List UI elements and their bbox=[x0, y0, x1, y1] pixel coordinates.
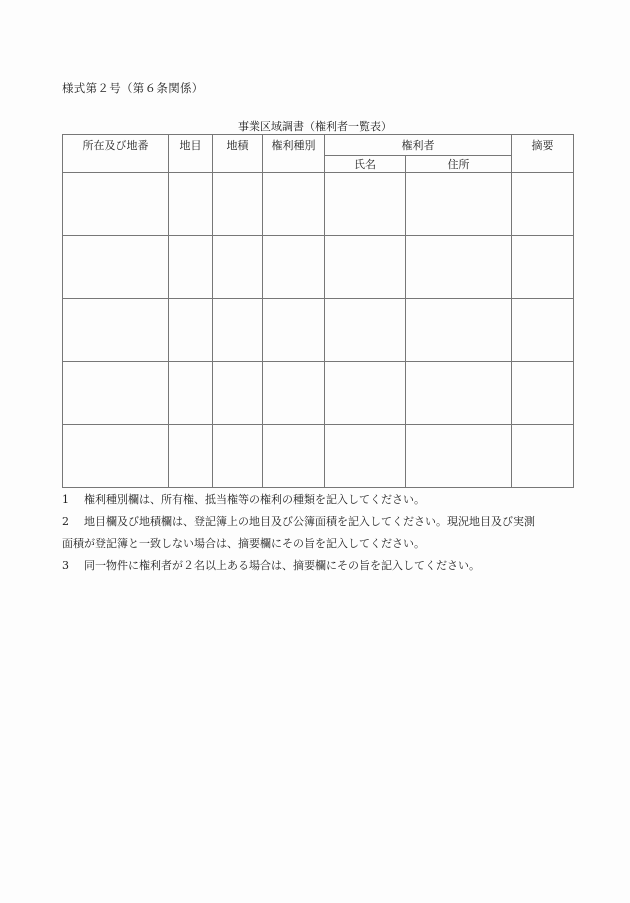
header-address: 住所 bbox=[406, 156, 512, 173]
header-remarks: 摘要 bbox=[512, 135, 574, 173]
notes bbox=[62, 489, 582, 577]
document-title: 事業区域調書（権利者一覧表） bbox=[238, 120, 392, 133]
table-row bbox=[63, 236, 574, 299]
note-2-continued: 面積が登記簿と一致しない場合は、摘要欄にその旨を記入してください。 bbox=[62, 537, 425, 550]
rights-holder-table bbox=[62, 134, 574, 488]
table-row bbox=[63, 425, 574, 488]
header-right-holder: 権利者 bbox=[325, 135, 512, 156]
header-area: 地積 bbox=[213, 135, 263, 173]
table-row bbox=[63, 173, 574, 236]
header-land-category: 地目 bbox=[169, 135, 213, 173]
note-1: 1 権利種別欄は、所有権、抵当権等の権利の種類を記入してください。 bbox=[62, 493, 425, 506]
table-row bbox=[63, 362, 574, 425]
header-location: 所在及び地番 bbox=[63, 135, 169, 173]
note-3: 3 同一物件に権利者が２名以上ある場合は、摘要欄にその旨を記入してください。 bbox=[62, 559, 480, 572]
table-row bbox=[63, 299, 574, 362]
form-number: 様式第２号（第６条関係） bbox=[62, 81, 204, 95]
header-right-type: 権利種別 bbox=[263, 135, 325, 173]
note-2: 2 地目欄及び地積欄は、登記簿上の地目及び公簿面積を記入してください。現況地目及び実測 bbox=[62, 515, 535, 528]
header-name: 氏名 bbox=[325, 156, 406, 173]
